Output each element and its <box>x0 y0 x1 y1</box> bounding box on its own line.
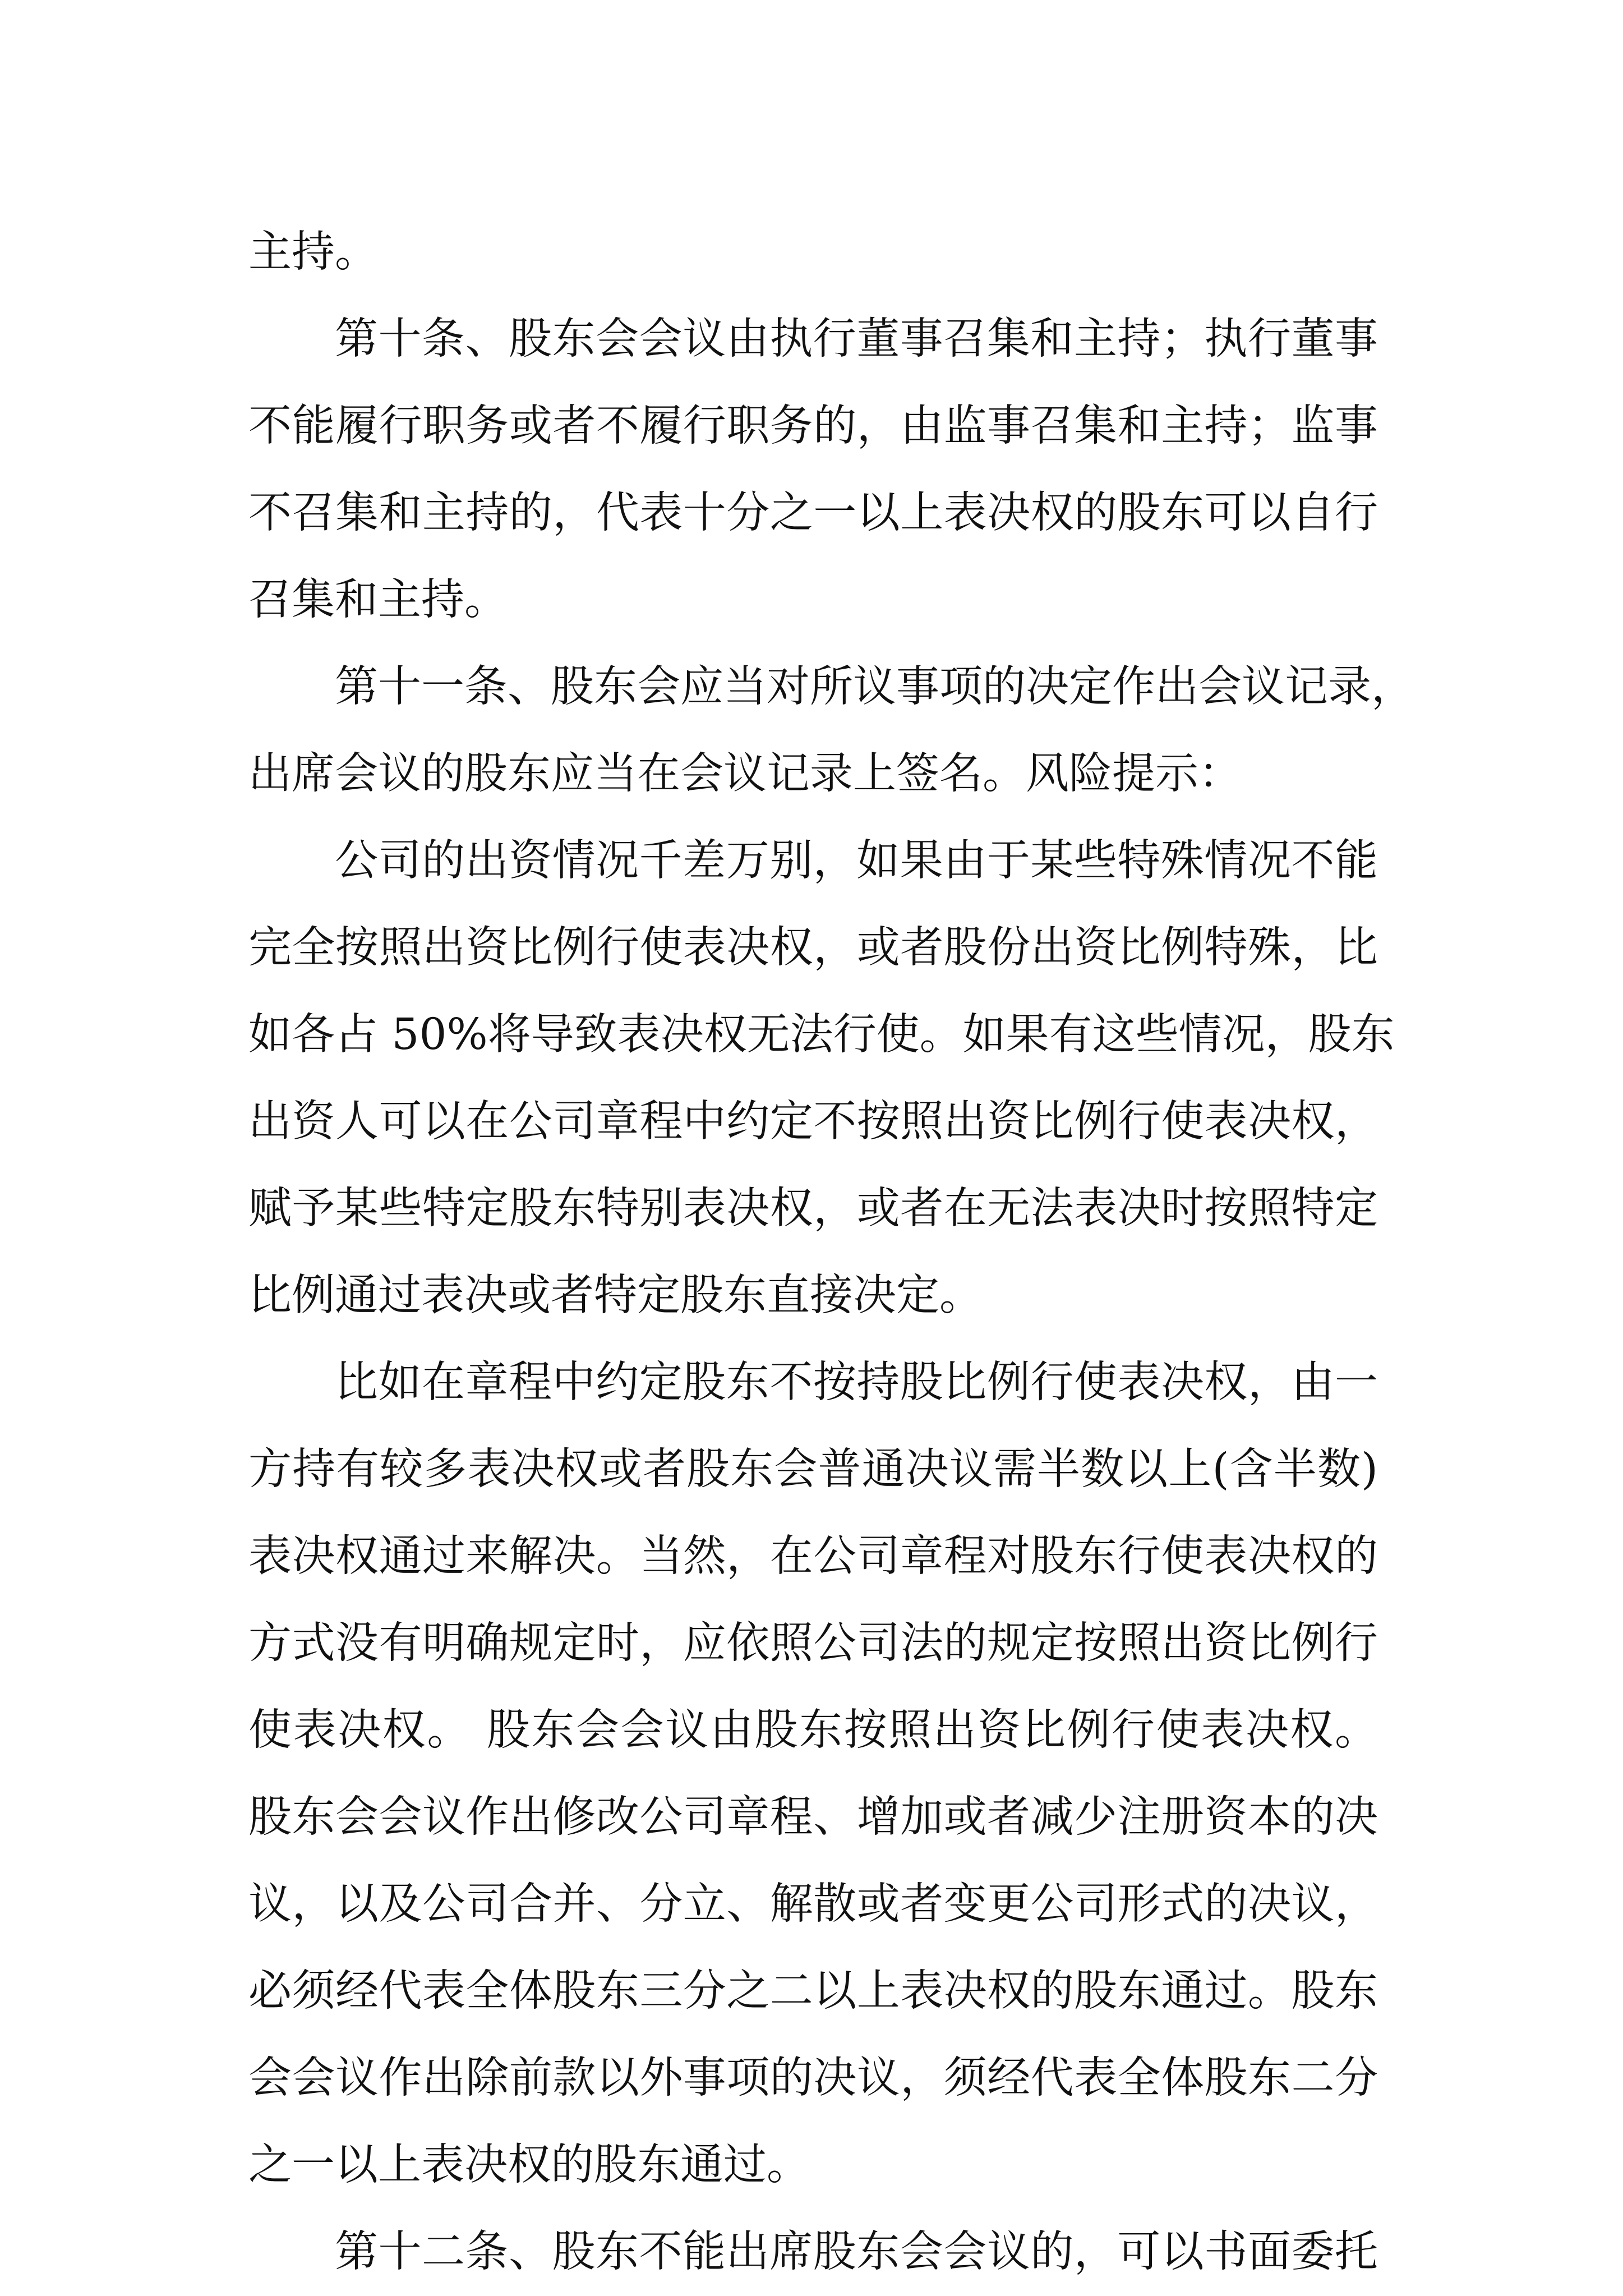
text-line: 赋予某些特定股东特别表决权，或者在无法表决时按照特定 <box>248 1184 1378 1234</box>
document-body <box>248 209 1414 2295</box>
text-line: 出资人可以在公司章程中约定不按照出资比例行使表决权， <box>248 1097 1378 1147</box>
text-line: 公司的出资情况千差万别，如果由于某些特殊情况不能 <box>335 836 1378 886</box>
text-line: 比例通过表决或者特定股东直接决定。 <box>248 1271 983 1320</box>
text-line: 方持有较多表决权或者股东会普通决议需半数以上(含半数) <box>248 1444 1378 1494</box>
text-line: 不召集和主持的，代表十分之一以上表决权的股东可以自行 <box>248 488 1378 538</box>
text-line: 不能履行职务或者不履行职务的，由监事召集和主持；监事 <box>248 401 1378 451</box>
text-line: 方式没有明确规定时，应依照公司法的规定按照出资比例行 <box>248 1618 1378 1668</box>
text-line: 完全按照出资比例行使表决权，或者股份出资比例特殊，比 <box>248 923 1378 973</box>
text-line: 股东会会议作出修改公司章程、增加或者减少注册资本的决 <box>248 1792 1378 1842</box>
text-line: 比如在章程中约定股东不按持股比例行使表决权，由一 <box>335 1358 1378 1407</box>
text-line: 议，以及公司合并、分立、解散或者变更公司形式的决议， <box>248 1879 1378 1929</box>
text-line: 如各占 50%将导致表决权无法行使。如果有这些情况，股东 <box>248 1010 1395 1060</box>
text-line: 主持。 <box>248 227 378 277</box>
text-line: 会会议作出除前款以外事项的决议，须经代表全体股东二分 <box>248 2053 1378 2103</box>
text-line: 第十一条、股东会应当对所议事项的决定作出会议记录， <box>335 662 1414 712</box>
text-line: 出席会议的股东应当在会议记录上签名。风险提示： <box>248 749 1242 799</box>
text-line: 第十二条、股东不能出席股东会会议的，可以书面委托 <box>335 2227 1378 2277</box>
text-line: 召集和主持。 <box>248 575 508 625</box>
text-line: 使表决权。 股东会会议由股东按照出资比例行使表决权。 <box>248 1705 1378 1755</box>
text-line: 表决权通过来解决。当然，在公司章程对股东行使表决权的 <box>248 1531 1378 1581</box>
text-line: 必须经代表全体股东三分之二以上表决权的股东通过。股东 <box>248 1966 1378 2016</box>
text-line: 第十条、股东会会议由执行董事召集和主持；执行董事 <box>335 314 1378 364</box>
text-line: 之一以上表决权的股东通过。 <box>248 2140 810 2190</box>
